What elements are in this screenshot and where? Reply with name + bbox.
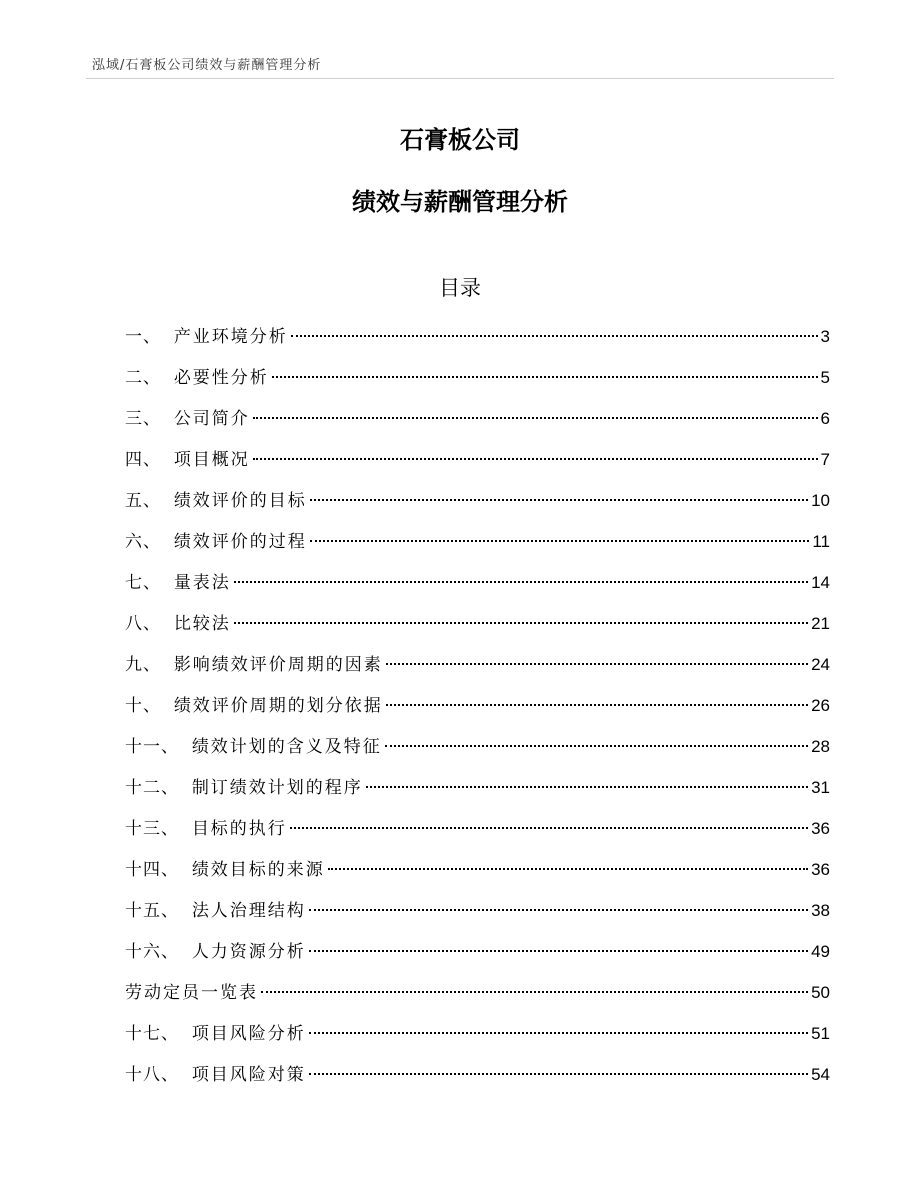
toc-entry-number: 九、 — [125, 655, 174, 675]
toc-leader-dots — [328, 868, 808, 870]
toc-entry-page-number: 24 — [811, 655, 830, 674]
toc-entry-page-number: 5 — [820, 368, 830, 387]
toc-entry-number: 十六、 — [125, 942, 192, 962]
toc-entry[interactable] — [125, 817, 830, 858]
toc-leader-dots — [309, 1032, 808, 1034]
toc-leader-dots — [310, 499, 808, 501]
toc-leader-dots — [310, 540, 810, 542]
toc-leader-dots — [291, 335, 818, 337]
toc-entry-page-number: 7 — [820, 450, 830, 469]
toc-entry-number: 六、 — [125, 532, 174, 552]
toc-entry-title: 绩效评价的目标 — [173, 491, 307, 511]
toc-leader-dots — [366, 786, 808, 788]
toc-entry-page-number: 38 — [811, 901, 830, 920]
toc-entry-page-number: 3 — [820, 327, 830, 346]
toc-entry-title: 量表法 — [173, 573, 231, 593]
toc-leader-dots — [386, 704, 808, 706]
toc-entry-title: 劳动定员一览表 — [125, 983, 258, 1003]
toc-entry-page-number: 36 — [811, 860, 830, 879]
toc-entry[interactable] — [125, 735, 830, 776]
toc-leader-dots — [234, 622, 808, 624]
toc-entry-number: 二、 — [125, 368, 174, 388]
toc-entry[interactable] — [125, 1022, 830, 1063]
document-title-subject: 绩效与薪酬管理分析 — [352, 188, 568, 216]
toc-entry-title: 目标的执行 — [191, 819, 287, 839]
toc-entry-number: 十一、 — [125, 737, 192, 757]
toc-entry[interactable] — [125, 653, 830, 694]
running-header: 泓域/石膏板公司绩效与薪酬管理分析 — [92, 58, 322, 73]
table-of-contents — [125, 325, 830, 1104]
toc-leader-dots — [385, 745, 808, 747]
toc-entry[interactable] — [125, 407, 830, 448]
toc-leader-dots — [261, 991, 808, 993]
toc-entry-page-number: 28 — [811, 737, 830, 756]
document-title-company: 石膏板公司 — [400, 126, 520, 154]
toc-leader-dots — [234, 581, 808, 583]
toc-entry-number: 十八、 — [125, 1065, 192, 1085]
toc-leader-dots — [290, 827, 808, 829]
toc-entry-title: 项目概况 — [173, 450, 250, 470]
toc-leader-dots — [309, 1073, 808, 1075]
toc-entry-number: 四、 — [125, 450, 174, 470]
toc-entry-page-number: 10 — [811, 491, 830, 510]
toc-entry[interactable] — [125, 325, 830, 366]
toc-entry-number: 五、 — [125, 491, 174, 511]
toc-leader-dots — [253, 417, 818, 419]
toc-entry[interactable] — [125, 694, 830, 735]
toc-entry[interactable] — [125, 571, 830, 612]
toc-entry-page-number: 6 — [820, 409, 830, 428]
toc-entry[interactable] — [125, 776, 830, 817]
toc-entry-title: 绩效评价的过程 — [173, 532, 307, 552]
toc-entry[interactable] — [125, 366, 830, 407]
toc-entry-title: 项目风险分析 — [191, 1024, 306, 1044]
toc-leader-dots — [386, 663, 808, 665]
toc-entry-title: 产业环境分析 — [173, 327, 288, 347]
toc-entry[interactable] — [125, 489, 830, 530]
toc-entry-title: 绩效评价周期的划分依据 — [173, 696, 383, 716]
toc-entry-page-number: 54 — [811, 1065, 830, 1084]
toc-entry[interactable] — [125, 448, 830, 489]
toc-entry-page-number: 21 — [811, 614, 830, 633]
toc-entry-title: 必要性分析 — [173, 368, 269, 388]
toc-entry[interactable] — [125, 899, 830, 940]
toc-entry[interactable] — [125, 612, 830, 653]
toc-entry-number: 七、 — [125, 573, 174, 593]
toc-leader-dots — [309, 950, 808, 952]
toc-entry-page-number: 11 — [812, 532, 830, 551]
toc-entry-page-number: 31 — [811, 778, 830, 797]
toc-entry-number: 八、 — [125, 614, 174, 634]
toc-leader-dots — [309, 909, 808, 911]
toc-entry-number: 十二、 — [125, 778, 192, 798]
toc-entry-number: 十四、 — [125, 860, 192, 880]
toc-entry[interactable] — [125, 858, 830, 899]
toc-entry-title: 项目风险对策 — [191, 1065, 306, 1085]
toc-entry-page-number: 36 — [811, 819, 830, 838]
header-divider — [86, 78, 834, 79]
toc-entry-number: 十三、 — [125, 819, 192, 839]
toc-entry-title: 绩效计划的含义及特征 — [191, 737, 382, 757]
toc-entry-page-number: 51 — [811, 1024, 830, 1043]
toc-entry[interactable] — [125, 981, 830, 1022]
toc-leader-dots — [272, 376, 818, 378]
toc-entry-title: 绩效目标的来源 — [191, 860, 325, 880]
toc-entry[interactable] — [125, 530, 830, 571]
toc-entry-title: 制订绩效计划的程序 — [191, 778, 363, 798]
toc-entry-number: 十五、 — [125, 901, 192, 921]
toc-entry-title: 影响绩效评价周期的因素 — [173, 655, 383, 675]
toc-entry-number: 三、 — [125, 409, 174, 429]
toc-entry-page-number: 14 — [811, 573, 830, 592]
toc-entry-page-number: 50 — [811, 983, 830, 1002]
toc-entry-number: 一、 — [125, 327, 174, 347]
toc-entry-title: 人力资源分析 — [191, 942, 306, 962]
toc-entry-page-number: 26 — [811, 696, 830, 715]
toc-entry[interactable] — [125, 940, 830, 981]
toc-entry-title: 比较法 — [173, 614, 231, 634]
toc-heading: 目录 — [439, 276, 481, 300]
toc-leader-dots — [253, 458, 818, 460]
toc-entry-number: 十、 — [125, 696, 174, 716]
toc-entry-title: 公司简介 — [173, 409, 250, 429]
toc-entry-title: 法人治理结构 — [191, 901, 306, 921]
toc-entry-page-number: 49 — [811, 942, 830, 961]
toc-entry-number: 十七、 — [125, 1024, 192, 1044]
toc-entry[interactable] — [125, 1063, 830, 1104]
